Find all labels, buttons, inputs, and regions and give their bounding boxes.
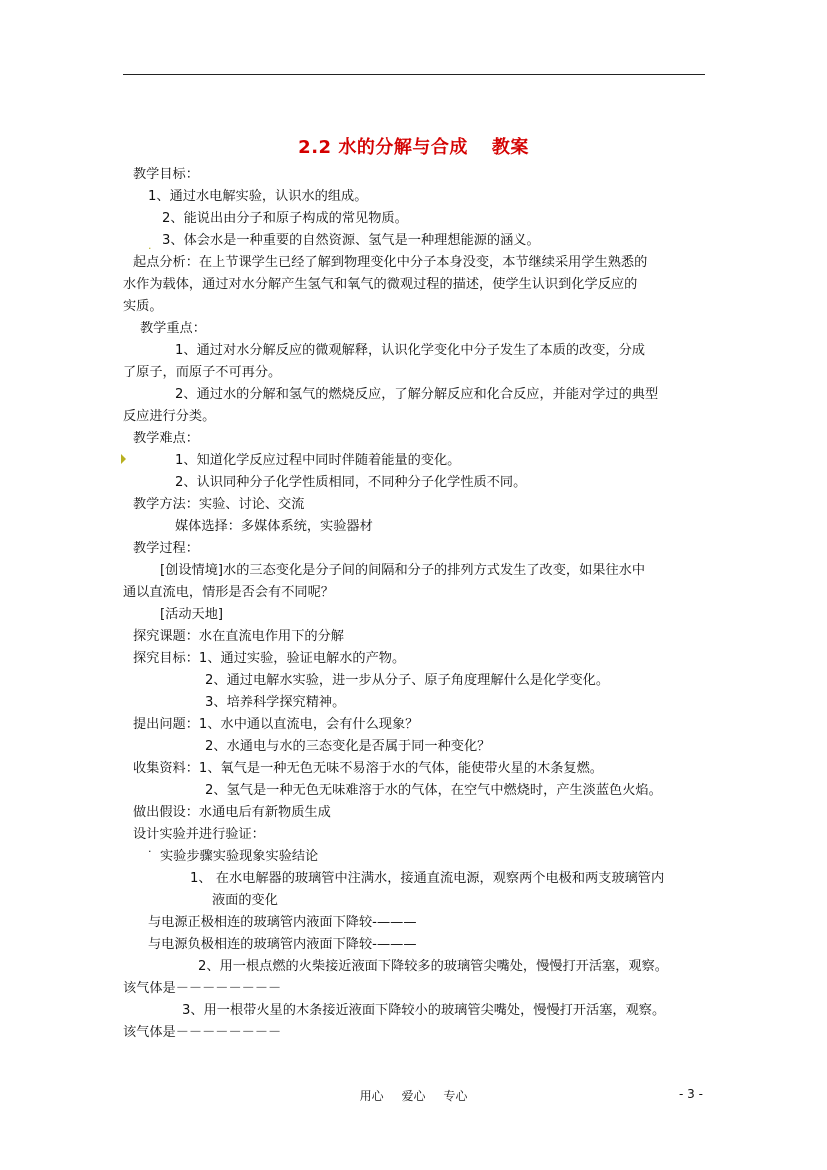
text-line: 实质。 — [123, 299, 163, 314]
footer-word: 爱心 — [401, 1089, 426, 1103]
text-line: 与电源负极相连的玻璃管内液面下降较-——— — [148, 937, 417, 952]
title-main: 2.2 水的分解与合成 — [298, 137, 468, 158]
text-line: 液面的变化 — [212, 893, 278, 908]
stray-dot: . — [148, 239, 152, 252]
text-line: 与电源正极相连的玻璃管内液面下降较-——— — [148, 915, 417, 930]
text-line: 2、水通电与水的三态变化是否属于同一种变化？ — [205, 739, 491, 754]
text-line: 收集资料：1、氧气是一种无色无味不易溶于水的气体，能使带火星的木条复燃。 — [133, 761, 603, 776]
bullet-marker — [121, 454, 126, 464]
title-suffix: 教案 — [491, 137, 529, 158]
text-line: 3、培养科学探究精神。 — [205, 695, 346, 710]
text-line: 2、能说出由分子和原子构成的常见物质。 — [162, 211, 408, 226]
text-line: 3、体会水是一种重要的自然资源、氢气是一种理想能源的涵义。 — [162, 233, 540, 248]
text-line: 该气体是－－－－－－－－ — [123, 981, 282, 996]
stray-dot: . — [148, 842, 152, 855]
text-line: 1、通过对水分解反应的微观解释，认识化学变化中分子发生了本质的改变，分成 — [175, 343, 645, 358]
text-line: 起点分析：在上节课学生已经了解到物理变化中分子本身没变，本节继续采用学生熟悉的 — [133, 255, 648, 270]
page-footer — [0, 1087, 827, 1104]
text-line: 2、氢气是一种无色无味难溶于水的气体，在空气中燃烧时，产生淡蓝色火焰。 — [205, 783, 662, 798]
section-heading: 教学目标： — [133, 167, 199, 182]
text-line: 2、认识同种分子化学性质相同，不同种分子化学性质不同。 — [175, 475, 527, 490]
footer-word: 用心 — [359, 1089, 384, 1103]
text-line: 教学方法：实验、讨论、交流 — [133, 497, 305, 512]
text-line: [活动天地] — [160, 607, 224, 622]
text-line: 1、通过水电解实验，认识水的组成。 — [148, 189, 368, 204]
text-line: 2、通过水的分解和氢气的燃烧反应，了解分解反应和化合反应，并能对学过的典型 — [175, 387, 659, 402]
text-line: 实验步骤实验现象实验结论 — [160, 849, 319, 864]
section-heading: 教学重点： — [140, 321, 206, 336]
text-line: 提出问题：1、水中通以直流电，会有什么现象？ — [133, 717, 419, 732]
text-line: 媒体选择：多媒体系统，实验器材 — [175, 519, 373, 534]
section-heading: 设计实验并进行验证： — [133, 827, 265, 842]
text-line: 了原子，而原子不可再分。 — [123, 365, 282, 380]
text-line: 做出假设：水通电后有新物质生成 — [133, 805, 331, 820]
text-line: 2、用一根点燃的火柴接近液面下降较多的玻璃管尖嘴处，慢慢打开活塞，观察。 — [198, 959, 668, 974]
page-number: - 3 - — [679, 1087, 703, 1101]
header-rule — [123, 74, 705, 75]
text-line: 水作为载体，通过对水分解产生氢气和氧气的微观过程的描述，使学生认识到化学反应的 — [123, 277, 638, 292]
document-title — [0, 133, 827, 159]
text-line: 1、知道化学反应过程中同时伴随着能量的变化。 — [175, 453, 461, 468]
text-line: [创设情境]水的三态变化是分子间的间隔和分子的排列方式发生了改变，如果往水中 — [160, 563, 646, 578]
text-line: 该气体是－－－－－－－－ — [123, 1025, 282, 1040]
text-line: 反应进行分类。 — [123, 409, 216, 424]
section-heading: 教学难点： — [133, 431, 199, 446]
text-line: 探究目标：1、通过实验，验证电解水的产物。 — [133, 651, 406, 666]
text-line: 通以直流电，情形是否会有不同呢？ — [123, 585, 334, 600]
section-heading: 教学过程： — [133, 541, 199, 556]
text-line: 1、 在水电解器的玻璃管中注满水，接通直流电源，观察两个电极和两支玻璃管内 — [190, 871, 665, 886]
text-line: 3、用一根带火星的木条接近液面下降较小的玻璃管尖嘴处，慢慢打开活塞，观察。 — [182, 1003, 666, 1018]
footer-word: 专心 — [443, 1089, 468, 1103]
text-line: 探究课题：水在直流电作用下的分解 — [133, 629, 344, 644]
text-line: 2、通过电解水实验，进一步从分子、原子角度理解什么是化学变化。 — [205, 673, 610, 688]
